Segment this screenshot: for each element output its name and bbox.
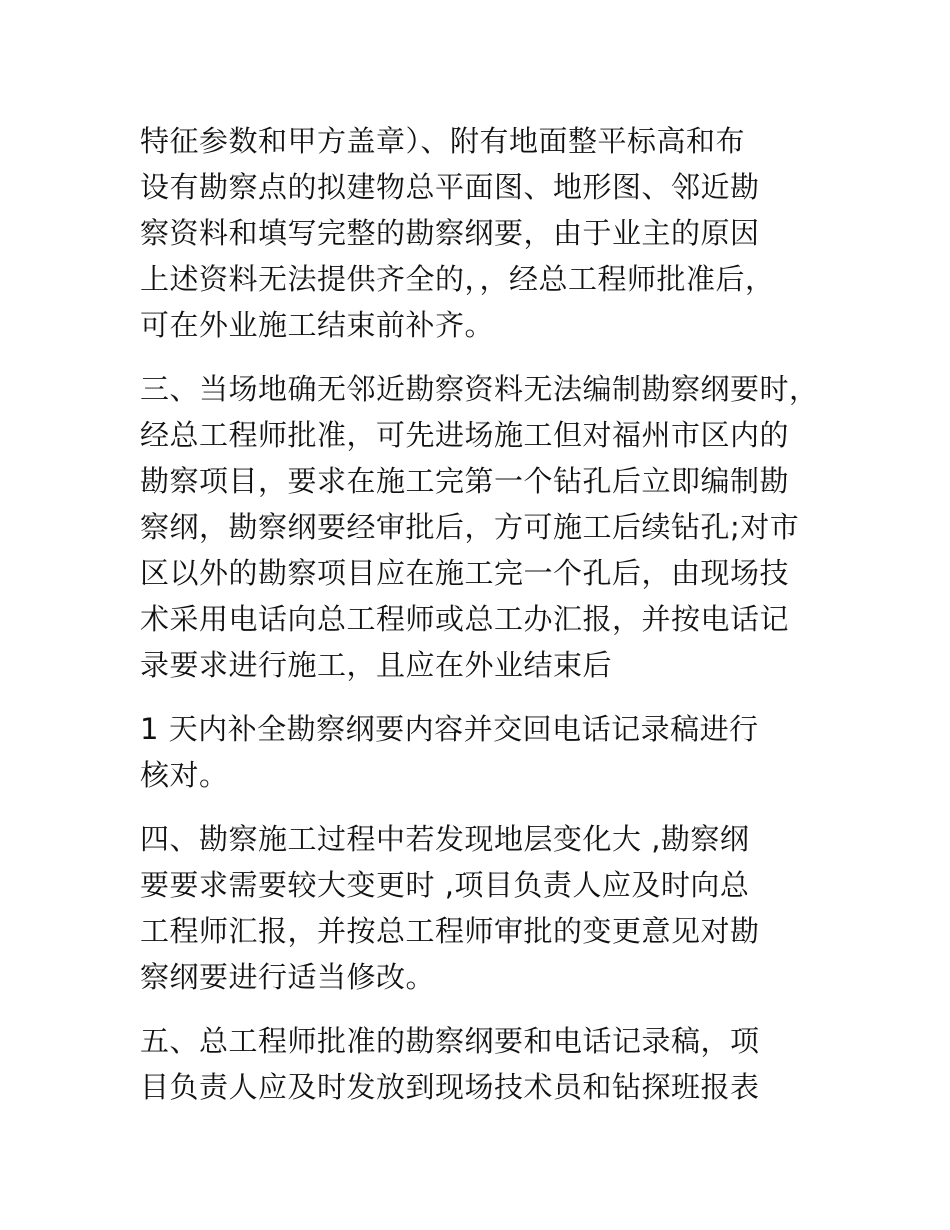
paragraph-section-four [140, 816, 830, 1000]
paragraph-requirements-continued [140, 118, 830, 348]
paragraph-section-five [140, 1018, 830, 1110]
text-line: 设有勘察点的拟建物总平面图、地形图、邻近勘 [140, 170, 760, 204]
text-line: 三、当场地确无邻近勘察资料无法编制勘察纲要时， [140, 372, 819, 406]
text-line: 四、勘察施工过程中若发现地层变化大 ,勘察纲 [140, 822, 750, 856]
text-line: 核对。 [140, 758, 229, 792]
text-line: 可在外业施工结束前补齐。 [140, 308, 495, 342]
text-line: 目负责人应及时发放到现场技术员和钻探班报表 [140, 1070, 760, 1104]
text-line: 要要求需要较大变更时 ,项目负责人应及时向总 [140, 868, 750, 902]
text-line: 特征参数和甲方盖章）、附有地面整平标高和布 [140, 124, 746, 158]
text-line: 术采用电话向总工程师或总工办汇报，并按电话记 [140, 602, 790, 636]
document-body [140, 118, 830, 1128]
text-line: 区以外的勘察项目应在施工完一个孔后，由现场技 [140, 556, 790, 590]
text-line: 察纲要进行适当修改。 [140, 960, 436, 994]
text-line: 录要求进行施工，且应在外业结束后 [140, 648, 613, 682]
text-line: 五、总工程师批准的勘察纲要和电话记录稿，项 [140, 1024, 760, 1058]
paragraph-section-three-continued [140, 706, 830, 798]
text-line: 察资料和填写完整的勘察纲要，由于业主的原因 [140, 216, 760, 250]
paragraph-section-three [140, 366, 830, 688]
text-line: 工程师汇报，并按总工程师审批的变更意见对勘 [140, 914, 760, 948]
text-line: 上述资料无法提供齐全的，，经总工程师批准后， [140, 262, 775, 296]
text-line: 经总工程师批准，可先进场施工但对福州市区内的 [140, 418, 790, 452]
text-line: 勘察项目，要求在施工完第一个钻孔后立即编制勘 [140, 464, 790, 498]
text-line: 察纲，勘察纲要经审批后，方可施工后续钻孔;对市 [140, 510, 800, 544]
text-line: 1 天内补全勘察纲要内容并交回电话记录稿进行 [140, 712, 759, 746]
